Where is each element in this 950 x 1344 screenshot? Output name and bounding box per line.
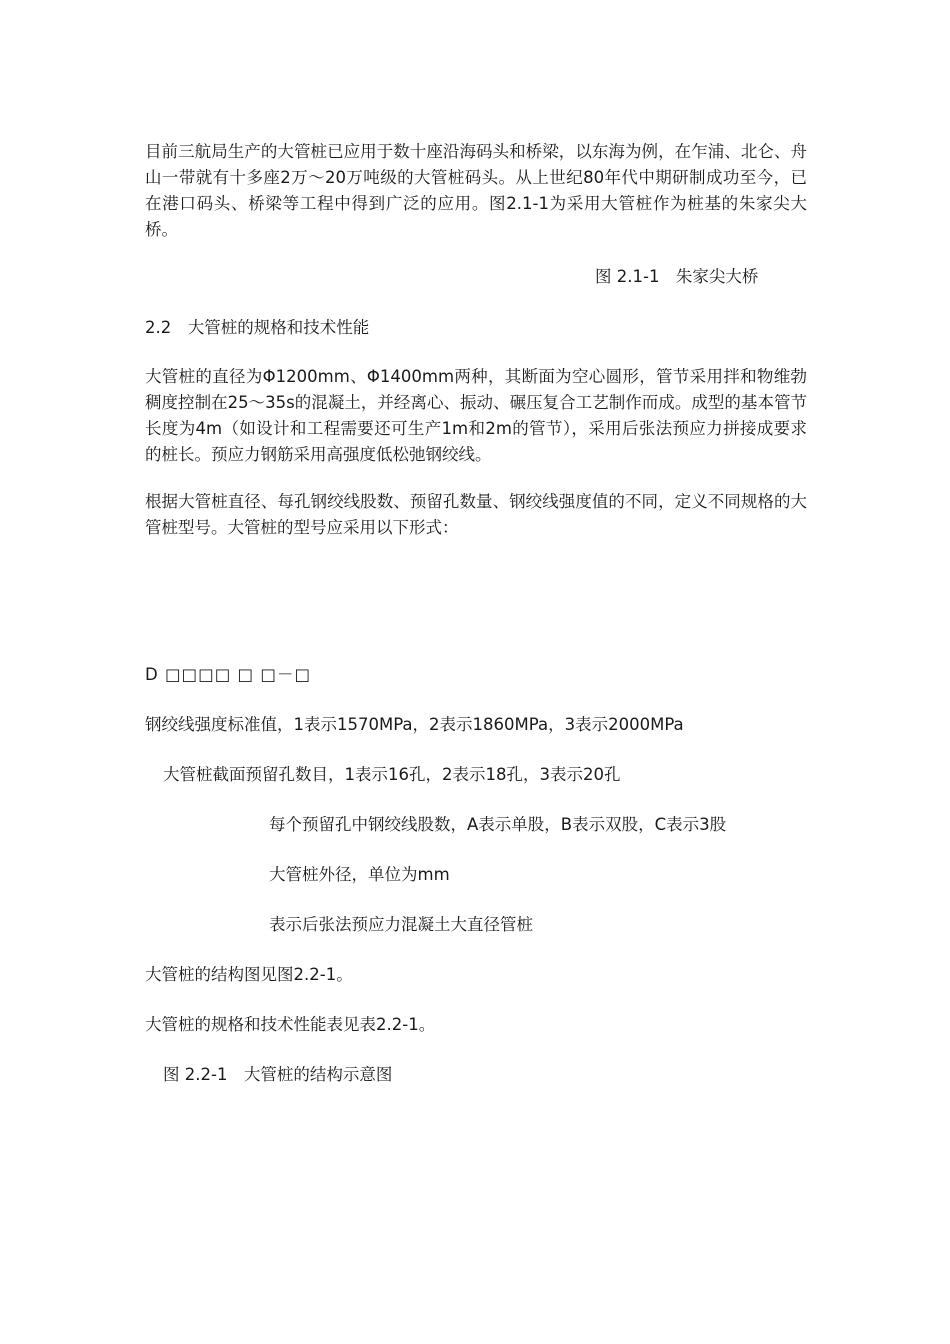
figure-caption-2-2-1: 图 2.2-1 大管桩的结构示意图 bbox=[163, 1065, 393, 1084]
structure-figure-reference: 大管桩的结构图见图2.2-1。 bbox=[145, 965, 353, 984]
code-explanation-strands: 每个预留孔中钢绞线股数，A表示单股，B表示双股，C表示3股 bbox=[269, 815, 727, 834]
figure-caption-2-1-1: 图 2.1-1 朱家尖大桥 bbox=[595, 267, 759, 286]
section-heading-2-2: 2.2 大管桩的规格和技术性能 bbox=[145, 318, 370, 337]
code-explanation-type: 表示后张法预应力混凝土大直径管桩 bbox=[269, 915, 533, 934]
paragraph-intro: 目前三航局生产的大管桩已应用于数十座沿海码头和桥梁，以东海为例，在乍浦、北仑、舟山一带就有十多座2万～20万吨级的大管桩码头。从上世纪80年代中期研制成功至今，已在港口码头、桥梁等工程中得到广泛的应用。图2.1-1为采用大管桩作为桩基的朱家尖大桥。 bbox=[145, 142, 807, 239]
paragraph-model-definition: 根据大管桩直径、每孔钢绞线股数、预留孔数量、钢绞线强度值的不同，定义不同规格的大管桩型号。大管桩的型号应采用以下形式： bbox=[145, 492, 807, 537]
code-explanation-holes: 大管桩截面预留孔数目，1表示16孔，2表示18孔，3表示20孔 bbox=[163, 765, 621, 784]
code-explanation-strength: 钢绞线强度标准值，1表示1570MPa，2表示1860MPa，3表示2000MPa bbox=[145, 715, 684, 734]
table-reference: 大管桩的规格和技术性能表见表2.2-1。 bbox=[145, 1015, 436, 1034]
code-explanation-diameter: 大管桩外径，单位为mm bbox=[269, 865, 450, 884]
model-code-format: D □□□□ □ □－□ bbox=[145, 665, 312, 684]
paragraph-diameter: 大管桩的直径为Φ1200mm、Φ1400mm两种，其断面为空心圆形，管节采用拌和物维勃稠度控制在25～35s的混凝土，并经离心、振动、碾压复合工艺制作而成。成型的基本管节长度为4m（如设计和工程需要还可生产1m和2m的管节），采用后张法预应力拼接成要求的桩长。预应力钢筋采用高强度低松弛钢绞线。 bbox=[145, 367, 807, 464]
